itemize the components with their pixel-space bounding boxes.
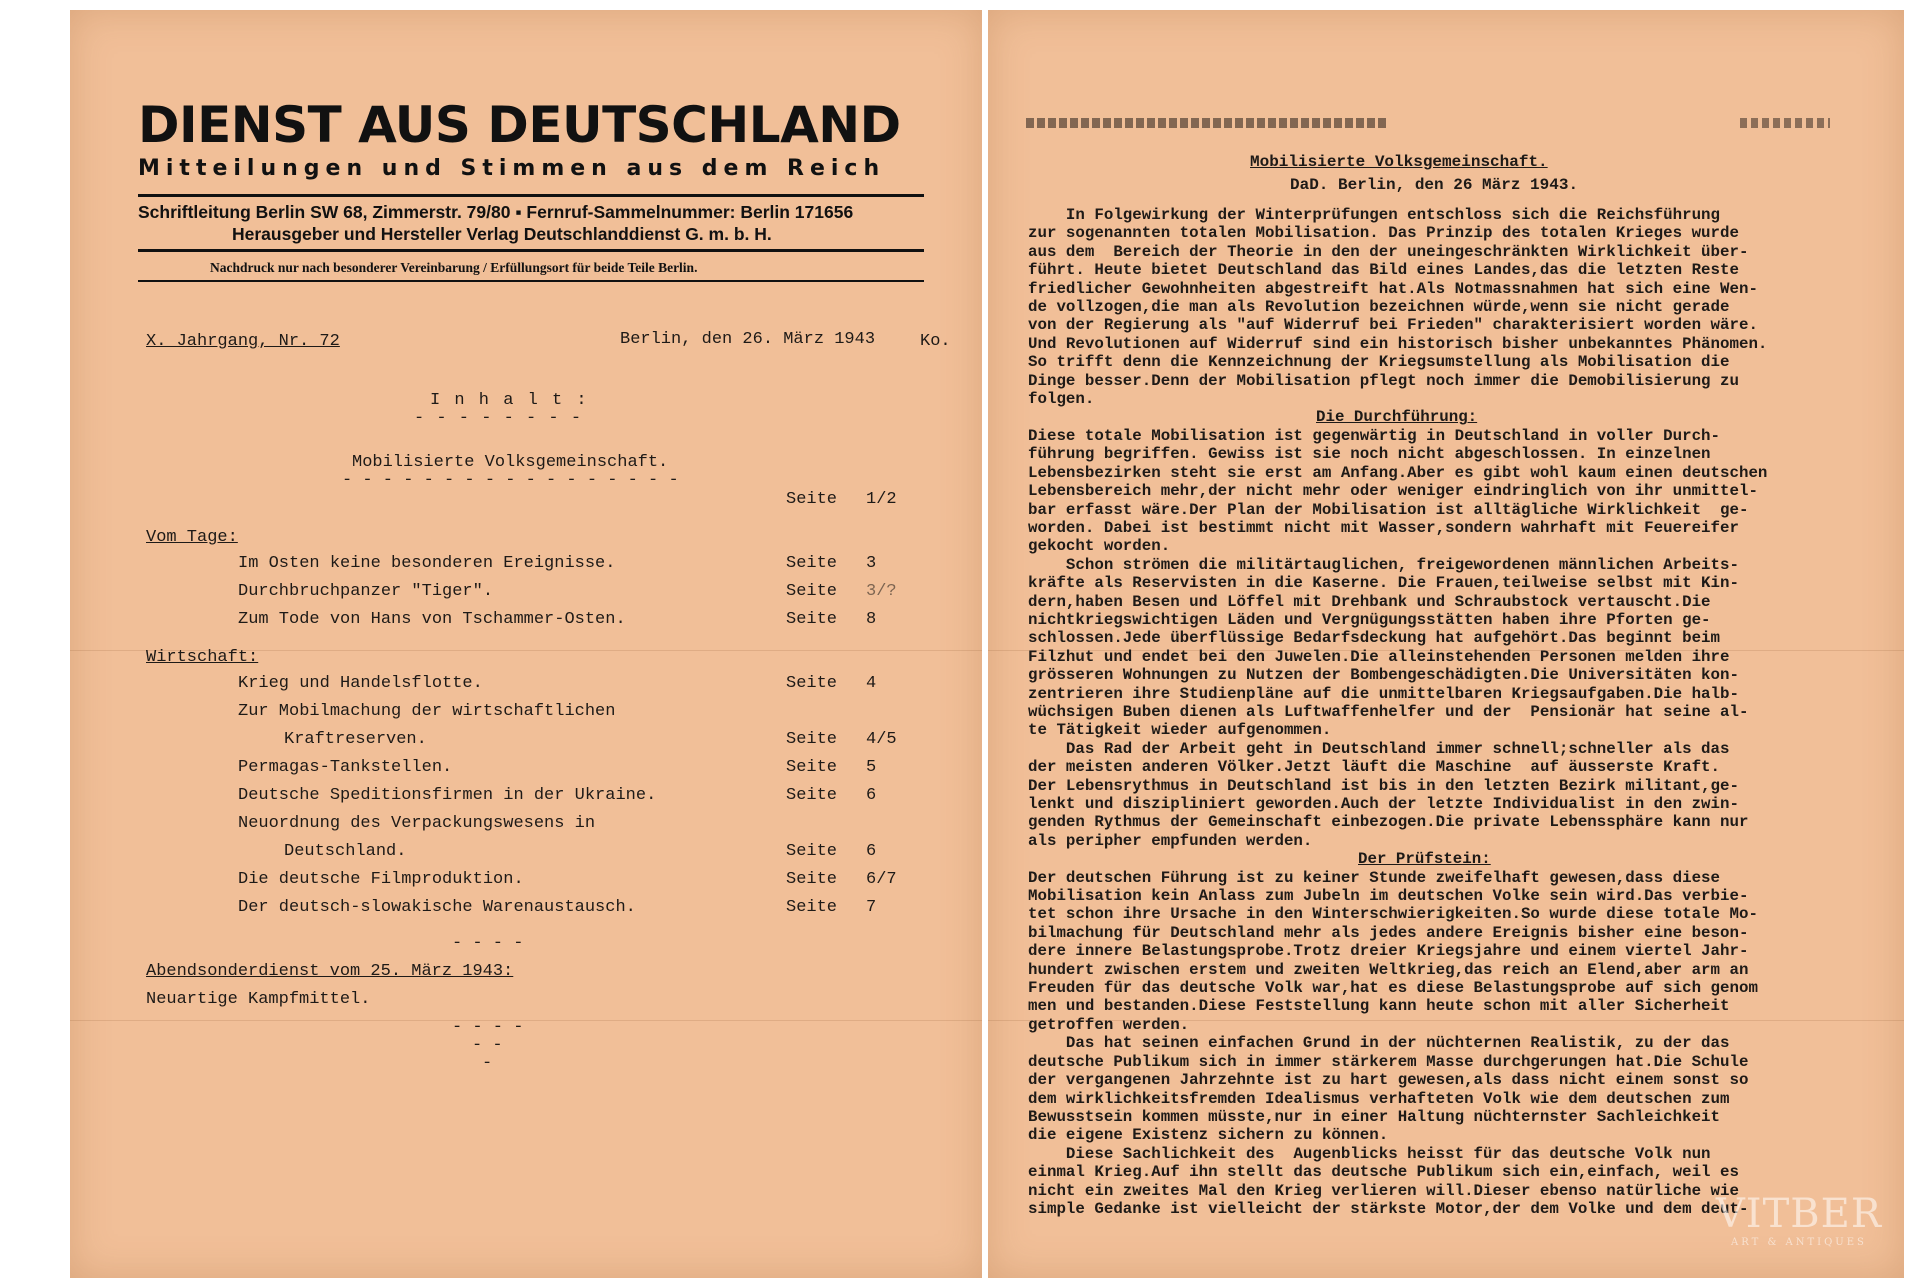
body-line: Das hat seinen einfachen Grund in der nüchternen Realistik, zu der das bbox=[1028, 1034, 1730, 1053]
body-line: In Folgewirkung der Winterprüfungen entschloss sich die Reichsführung bbox=[1028, 206, 1721, 224]
seite-label: Seite bbox=[786, 870, 838, 889]
body-line: worden. Dabei ist bestimmt nicht mit Wasser,sondern wahrhaft mit Feuereifer bbox=[1028, 518, 1739, 537]
contents-entry-title: Deutsche Speditionsfirmen in der Ukraine. bbox=[238, 786, 657, 805]
body-line: So trifft denn die Kennzeichnung der Kriegsumstellung als Mobilisation die bbox=[1028, 353, 1730, 372]
contents-entry-title: Krieg und Handelsflotte. bbox=[238, 674, 483, 693]
contents-entry-continuation: Kraftreserven. bbox=[284, 730, 427, 749]
seite-label: Seite bbox=[786, 490, 838, 509]
contents-entry-title: Der deutsch-slowakische Warenaustausch. bbox=[238, 898, 636, 917]
body-line: te Tätigkeit wieder aufgenommen. bbox=[1028, 721, 1332, 740]
evening-heading: Abendsonderdienst vom 25. März 1943: bbox=[146, 962, 514, 981]
page-ref: 4 bbox=[866, 674, 877, 693]
body-line: Dinge besser.Denn der Mobilisation pflegt noch immer die Demobilisierung zu bbox=[1028, 371, 1739, 390]
seite-label: Seite bbox=[786, 674, 838, 693]
left-page bbox=[70, 10, 982, 1278]
body-line: Mobilisation kein Anlass zum Jubeln im deutschen Volke sein wird.Das verbie- bbox=[1028, 887, 1749, 906]
body-line: Diese totale Mobilisation ist gegenwärtig in Deutschland in voller Durch- bbox=[1028, 426, 1721, 445]
watermark-logo bbox=[1716, 1191, 1882, 1248]
contents-entry-title: Durchbruchpanzer "Tiger". bbox=[238, 582, 494, 601]
body-line: dere innere Belastungsprobe.Trotz dreier Kriegsjahre und einem viertel Jahr- bbox=[1028, 942, 1749, 961]
body-line: lenkt und diszipliniert geworden.Auch der letzte Individualist in den zwin- bbox=[1028, 795, 1739, 813]
contents-entry-title: Zum Tode von Hans von Tschammer-Osten. bbox=[238, 610, 626, 629]
page-ref: 3 bbox=[866, 554, 877, 573]
article-dateline: DaD. Berlin, den 26 März 1943. bbox=[1290, 176, 1579, 194]
body-line: gekocht worden. bbox=[1028, 537, 1171, 556]
masthead-address: Schriftleitung Berlin SW 68, Zimmerstr. 79/80 ▪ Fernruf-Sammelnummer: Berlin 171656 bbox=[138, 202, 854, 222]
seite-label: Seite bbox=[786, 786, 838, 805]
body-line: hundert zwischen erstem und zweiten Weltkrieg,das reich an Elend,aber arm an bbox=[1028, 960, 1749, 979]
body-line: Und Revolutionen auf Widerruf sind ein historisch bisher unbekanntes Phänomen. bbox=[1028, 334, 1768, 353]
end-mark: - bbox=[482, 1054, 493, 1073]
body-line: Das Rad der Arbeit geht in Deutschland immer schnell;schneller als das bbox=[1028, 739, 1730, 758]
contents-heading: I n h a l t : bbox=[430, 391, 589, 410]
faded-header-line bbox=[1740, 118, 1830, 128]
seite-label: Seite bbox=[786, 898, 838, 917]
right-page bbox=[988, 10, 1904, 1278]
body-line: friedlicher Gewohnheiten abgestreift hat.Als Notmassnahmen hat sich eine Wen- bbox=[1028, 279, 1758, 298]
page-ref: 3/? bbox=[866, 582, 897, 601]
page-ref: 8 bbox=[866, 610, 877, 629]
contents-entry-title: Die deutsche Filmproduktion. bbox=[238, 870, 524, 889]
paper-fold bbox=[70, 1020, 982, 1021]
masthead-title: DIENST AUS DEUTSCHLAND bbox=[138, 96, 901, 154]
body-line: tet schon ihre Ursache in den Winterschwierigkeiten.So wurde diese totale Mo- bbox=[1028, 905, 1758, 924]
watermark-subtext: ART & ANTIQUES bbox=[1731, 1237, 1867, 1248]
issue-number: X. Jahrgang, Nr. 72 bbox=[146, 332, 340, 351]
body-line: bilmachung für Deutschland mehr als jedes andere Ereignis bisher eine beson- bbox=[1028, 923, 1749, 942]
page-ref: 6/7 bbox=[866, 870, 897, 889]
end-mark: - - bbox=[472, 1036, 503, 1055]
masthead-rule bbox=[138, 280, 924, 282]
body-line: simple Gedanke ist vielleicht der stärkste Motor,der dem Volke und dem deut- bbox=[1028, 1199, 1749, 1218]
body-line: nichtkriegswichtigen Läden und Vergnügungsstätten haben ihre Pforten ge- bbox=[1028, 610, 1711, 629]
body-line: Der Lebensrythmus in Deutschland ist bis in den letzten Bezirk militant,ge- bbox=[1028, 776, 1739, 795]
body-line: zentrieren ihre Studienpläne auf die unmittelbaren Kriegsaufgaben.Die halb- bbox=[1028, 684, 1739, 703]
masthead-rule bbox=[138, 249, 924, 252]
body-line: grösseren Wohnungen zu Nutzen der Bombengeschädigten.Die Universitäten kon- bbox=[1028, 666, 1739, 685]
page-ref: 6 bbox=[866, 786, 877, 805]
contents-entry-title: Neuordnung des Verpackungswesens in bbox=[238, 814, 596, 833]
body-line: Lebensbezirken steht sie erst am Anfang.Aber es gibt wohl kaum einen deutschen bbox=[1028, 463, 1768, 482]
seite-label: Seite bbox=[786, 554, 838, 573]
contents-entry-continuation: Deutschland. bbox=[284, 842, 407, 861]
body-line: folgen. bbox=[1028, 390, 1095, 409]
body-line: Schon strömen die militärtauglichen, freigewordenen männlichen Arbeits- bbox=[1028, 555, 1739, 574]
end-mark: - - - - bbox=[452, 1018, 524, 1037]
lead-dashes: - - - - - - - - - - - - - - - - - bbox=[342, 471, 679, 490]
body-line: Freuden für das deutsche Volk war,hat es diese Belastungsprobe auf sich genom bbox=[1028, 979, 1758, 998]
article-body bbox=[1028, 206, 1898, 1218]
initials: Ko. bbox=[920, 332, 951, 351]
contents-heading-dashes: - - - - - - - - bbox=[414, 409, 583, 428]
body-line: genden Rythmus der Gemeinschaft einbezogen.Die private Lebenssphäre kann nur bbox=[1028, 813, 1749, 832]
page-ref: 6 bbox=[866, 842, 877, 861]
seite-label: Seite bbox=[786, 582, 838, 601]
body-line: zur sogenannten totalen Mobilisation. Das Prinzip des totalen Krieges wurde bbox=[1028, 224, 1739, 243]
seite-label: Seite bbox=[786, 610, 838, 629]
section-heading: Der Prüfstein: bbox=[1358, 850, 1491, 869]
seite-label: Seite bbox=[786, 842, 838, 861]
masthead-publisher: Herausgeber und Hersteller Verlag Deutschlanddienst G. m. b. H. bbox=[232, 224, 772, 244]
body-line: Der deutschen Führung ist zu keiner Stunde zweifelhaft gewesen,dass diese bbox=[1028, 868, 1721, 887]
body-line: einmal Krieg.Auf ihn stellt das deutsche Publikum sich ein,einfach, weil es bbox=[1028, 1163, 1739, 1182]
body-line: führt. Heute bietet Deutschland das Bild eines Landes,das die letzten Reste bbox=[1028, 261, 1739, 280]
body-line: nicht ein zweites Mal den Krieg verlieren will.Dieser ebenso natürliche wie bbox=[1028, 1181, 1739, 1200]
body-line: wüchsigen Buben dienen als Luftwaffenhelfer und der Pensionär hat seine al- bbox=[1028, 702, 1749, 721]
body-line: de vollzogen,die man als Revolution bezeichnen würde,wenn sie nicht gerade bbox=[1028, 298, 1730, 317]
contents-entry-title: Zur Mobilmachung der wirtschaftlichen bbox=[238, 702, 616, 721]
contents-entry-title: Permagas-Tankstellen. bbox=[238, 758, 453, 777]
body-line: der meisten anderen Völker.Jetzt läuft die Maschine auf äusserste Kraft. bbox=[1028, 758, 1721, 777]
body-line: von der Regierung als "auf Widerruf bei Frieden" charakterisiert worden wäre. bbox=[1028, 316, 1758, 335]
body-line: der vergangenen Jahrzehnte ist zu hart gewesen,als dass nicht einem sonst so bbox=[1028, 1071, 1749, 1090]
body-line: Diese Sachlichkeit des Augenblicks heisst für das deutsche Volk nun bbox=[1028, 1144, 1711, 1163]
body-line: als peripher empfunden werden. bbox=[1028, 831, 1313, 850]
body-line: dem wirklichkeitsfremden Idealismus verhafteten Volk wie dem deutschen zum bbox=[1028, 1089, 1730, 1108]
body-line: Filzhut und endet bei den Juwelen.Die alleinstehenden Personen melden ihre bbox=[1028, 647, 1730, 666]
page-ref: 1/2 bbox=[866, 490, 897, 509]
page-ref: 7 bbox=[866, 898, 877, 917]
separator: - - - - bbox=[452, 934, 524, 953]
page-ref: 4/5 bbox=[866, 730, 897, 749]
page-ref: 5 bbox=[866, 758, 877, 777]
body-line: schlossen.Jede überflüssige Bedarfsdeckung hat aufgehört.Das beginnt beim bbox=[1028, 629, 1721, 648]
body-line: dern,haben Besen und Löffel mit Drehbank und Schraubstock vertauscht.Die bbox=[1028, 592, 1711, 611]
seite-label: Seite bbox=[786, 730, 838, 749]
watermark-text: VITBER bbox=[1715, 1191, 1882, 1237]
evening-item: Neuartige Kampfmittel. bbox=[146, 990, 371, 1009]
masthead-subtitle: Mitteilungen und Stimmen aus dem Reich bbox=[138, 156, 886, 181]
lead-title: Mobilisierte Volksgemeinschaft. bbox=[352, 453, 669, 472]
section-heading: Wirtschaft: bbox=[146, 648, 259, 667]
body-line: aus dem Bereich der Theorie in den der uneingeschränkten Wirklichkeit über- bbox=[1028, 242, 1749, 261]
reprint-note: Nachdruck nur nach besonderer Vereinbarung / Erfüllungsort für beide Teile Berlin. bbox=[210, 260, 698, 275]
contents-entry-title: Im Osten keine besonderen Ereignisse. bbox=[238, 554, 616, 573]
body-line: bar erfasst wäre.Der Plan der Mobilisation ist alltägliche Wirklichkeit ge- bbox=[1028, 500, 1749, 519]
section-heading: Die Durchführung: bbox=[1316, 408, 1478, 427]
seite-label: Seite bbox=[786, 758, 838, 777]
body-line: deutsche Publikum sich in immer stärkerem Masse durchgerungen hat.Die Schule bbox=[1028, 1052, 1749, 1071]
body-line: kräfte als Reservisten in die Kaserne. Die Frauen,teilweise selbst mit Kin- bbox=[1028, 574, 1739, 593]
masthead-rule bbox=[138, 194, 924, 197]
body-line: getroffen werden. bbox=[1028, 1015, 1190, 1034]
dateline: Berlin, den 26. März 1943 bbox=[620, 330, 876, 349]
faded-header-line bbox=[1026, 118, 1386, 128]
article-title: Mobilisierte Volksgemeinschaft. bbox=[1250, 153, 1548, 171]
body-line: Bewusstsein kommen müsste,nur in einer Haltung nüchternster Sachleichkeit bbox=[1028, 1107, 1721, 1126]
body-line: Lebensbereich mehr,der nicht mehr oder weniger eindringlich von ihr unmittel- bbox=[1028, 482, 1758, 501]
body-line: men und bestanden.Diese Feststellung kann heute schon mit aller Sicherheit bbox=[1028, 997, 1730, 1016]
section-heading: Vom Tage: bbox=[146, 528, 238, 547]
body-line: die eigene Existenz sichern zu können. bbox=[1028, 1126, 1389, 1145]
body-line: führung begriffen. Gewiss ist sie noch nicht abgeschlossen. In einzelnen bbox=[1028, 445, 1711, 464]
